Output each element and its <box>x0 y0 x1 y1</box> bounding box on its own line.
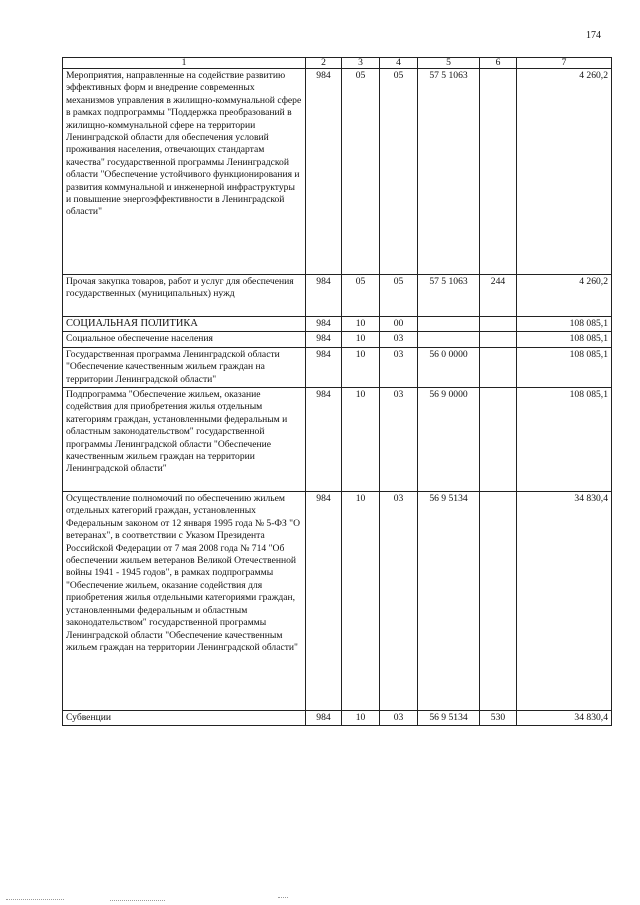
column-header: 4 <box>380 58 418 69</box>
column-header: 5 <box>418 58 480 69</box>
row-name: Осуществление полномочий по обеспечению жильем отдельных категорий граждан, установленных Федеральным законом от 12 января 1995 года № 5-ФЗ "О ветеранах", в соответствии с Указом Президента Российской Федерации от 7 мая 2008 года № 714 "Об обеспечении жильем ветеранов Великой Отечественной войны 1941 - 1945 годов", в рамках подпрограммы "Обеспечение жильем, оказание содействия для приобретения жилья отдельными категориями граждан, установленными федеральным и областным законодательством" государственной программы Ленинградской области "Обеспечение качественным жильем граждан на территории Ленинградской области" <box>63 492 306 711</box>
row-name: Подпрограмма "Обеспечение жильем, оказание содействия для приобретения жилья отдельным категориям граждан, установленными федеральным и областным законодательством" государственной программы Ленинградской области "Обеспечение качественным жильем граждан на территории Ленинградской области" <box>63 388 306 492</box>
expense-type <box>480 388 517 492</box>
column-header: 1 <box>63 58 306 69</box>
subsection-code: 03 <box>380 347 418 387</box>
row-name: Социальное обеспечение населения <box>63 332 306 347</box>
section-code: 05 <box>342 275 380 317</box>
column-header: 2 <box>306 58 342 69</box>
target-article: 57 5 1063 <box>418 69 480 275</box>
subsection-code: 00 <box>380 317 418 332</box>
amount: 108 085,1 <box>517 317 612 332</box>
page-number: 174 <box>586 30 601 41</box>
section-code: 05 <box>342 69 380 275</box>
subsection-code: 03 <box>380 388 418 492</box>
column-header: 7 <box>517 58 612 69</box>
section-code: 10 <box>342 332 380 347</box>
target-article: 56 9 5134 <box>418 711 480 726</box>
expense-type <box>480 492 517 711</box>
expense-type <box>480 69 517 275</box>
amount: 108 085,1 <box>517 388 612 492</box>
expense-type: 244 <box>480 275 517 317</box>
row-name: СОЦИАЛЬНАЯ ПОЛИТИКА <box>63 317 306 332</box>
grbs-code: 984 <box>306 388 342 492</box>
header-row <box>63 58 612 69</box>
table-row <box>63 275 612 317</box>
row-name: Мероприятия, направленные на содействие развитию эффективных форм и внедрение современных механизмов управления в жилищно-коммунальной сфере в рамках подпрограммы "Поддержка преобразований в жилищно-коммунальной сфере на территории Ленинградской области для обеспечения условий проживания населения, отвечающих стандартам качества" государственной программы Ленинградской области "Обеспечение устойчивого функционирования и развития коммунальной и инженерной инфраструктуры и повышение энергоэффективности в Ленинградской области" <box>63 69 306 275</box>
table-row <box>63 317 612 332</box>
target-article: 57 5 1063 <box>418 275 480 317</box>
grbs-code: 984 <box>306 711 342 726</box>
section-code: 10 <box>342 711 380 726</box>
row-name: Субвенции <box>63 711 306 726</box>
section-code: 10 <box>342 317 380 332</box>
scan-artifact <box>6 899 64 900</box>
amount: 4 260,2 <box>517 69 612 275</box>
grbs-code: 984 <box>306 492 342 711</box>
row-name: Государственная программа Ленинградской области "Обеспечение качественным жильем граждан на территории Ленинградской области" <box>63 347 306 387</box>
column-header: 6 <box>480 58 517 69</box>
amount: 108 085,1 <box>517 347 612 387</box>
expense-type <box>480 332 517 347</box>
amount: 108 085,1 <box>517 332 612 347</box>
section-code: 10 <box>342 492 380 711</box>
table-row <box>63 332 612 347</box>
table-row <box>63 69 612 275</box>
subsection-code: 05 <box>380 275 418 317</box>
scan-artifact <box>278 897 288 898</box>
target-article <box>418 317 480 332</box>
subsection-code: 05 <box>380 69 418 275</box>
section-code: 10 <box>342 388 380 492</box>
expense-type <box>480 347 517 387</box>
subsection-code: 03 <box>380 332 418 347</box>
table-row <box>63 711 612 726</box>
expense-type: 530 <box>480 711 517 726</box>
table-row <box>63 492 612 711</box>
expense-type <box>480 317 517 332</box>
table-row <box>63 388 612 492</box>
subsection-code: 03 <box>380 711 418 726</box>
table-row <box>63 347 612 387</box>
target-article <box>418 332 480 347</box>
grbs-code: 984 <box>306 275 342 317</box>
amount: 34 830,4 <box>517 492 612 711</box>
amount: 4 260,2 <box>517 275 612 317</box>
amount: 34 830,4 <box>517 711 612 726</box>
grbs-code: 984 <box>306 69 342 275</box>
row-name: Прочая закупка товаров, работ и услуг для обеспечения государственных (муниципальных) нужд <box>63 275 306 317</box>
target-article: 56 0 0000 <box>418 347 480 387</box>
target-article: 56 9 5134 <box>418 492 480 711</box>
column-header: 3 <box>342 58 380 69</box>
subsection-code: 03 <box>380 492 418 711</box>
grbs-code: 984 <box>306 332 342 347</box>
target-article: 56 9 0000 <box>418 388 480 492</box>
budget-table <box>62 57 612 726</box>
grbs-code: 984 <box>306 347 342 387</box>
section-code: 10 <box>342 347 380 387</box>
scan-artifact <box>110 900 165 901</box>
grbs-code: 984 <box>306 317 342 332</box>
